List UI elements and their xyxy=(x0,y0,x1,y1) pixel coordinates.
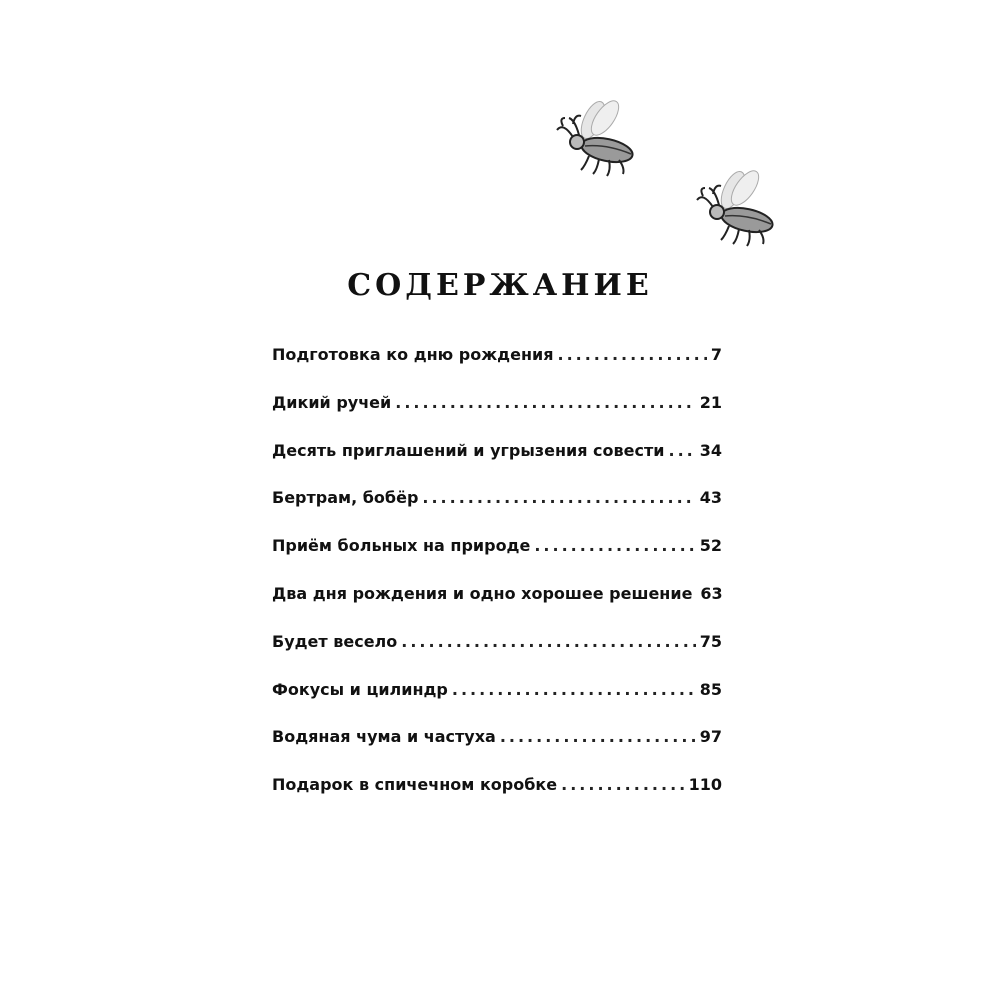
toc-entry-page: 21 xyxy=(699,392,722,412)
toc-entry-title: Два дня рождения и одно хорошее решение xyxy=(272,583,693,603)
toc-leader-dots xyxy=(668,441,695,460)
toc-entry-page: 43 xyxy=(699,488,722,508)
toc-entry-page: 75 xyxy=(699,631,722,651)
toc-entry-title: Дикий ручей xyxy=(272,392,392,412)
toc-entry[interactable] xyxy=(272,488,722,536)
toc-entry-page: 7 xyxy=(710,345,722,364)
toc-entry-page: 110 xyxy=(688,775,722,795)
toc-leader-dots xyxy=(422,488,695,507)
toc-entry-page: 85 xyxy=(699,679,722,699)
beetle-icon xyxy=(685,170,785,250)
toc-entry[interactable] xyxy=(272,441,722,489)
toc-leader-dots xyxy=(395,393,695,412)
toc-entry-title: Бертрам, бобёр xyxy=(272,488,419,508)
toc-entry-title: Десять приглашений и угрызения совести xyxy=(272,440,665,460)
toc-entry-title: Подготовка ко дню рождения xyxy=(272,345,554,364)
toc-entry-page: 97 xyxy=(699,727,722,747)
toc-entry-title: Подарок в спичечном коробке xyxy=(272,775,558,795)
toc-leader-dots xyxy=(401,632,695,651)
toc-entry-page: 52 xyxy=(699,536,722,556)
toc-entry[interactable] xyxy=(272,632,722,680)
toc-entry-page: 63 xyxy=(700,583,723,603)
toc-entry[interactable] xyxy=(272,536,722,584)
toc-leader-dots xyxy=(557,345,706,364)
toc-leader-dots xyxy=(452,680,696,699)
page-title: СОДЕРЖАНИЕ xyxy=(347,268,653,303)
beetle-icon xyxy=(545,100,645,180)
toc-leader-dots xyxy=(561,775,684,794)
toc-entry[interactable] xyxy=(272,584,722,632)
toc-entry-title: Фокусы и цилиндр xyxy=(272,679,448,699)
toc-leader-dots xyxy=(500,727,696,746)
toc-entry-title: Приём больных на природе xyxy=(272,536,531,556)
table-of-contents xyxy=(272,345,722,823)
toc-entry-title: Будет весело xyxy=(272,631,398,651)
toc-entry[interactable] xyxy=(272,345,722,393)
toc-leader-dots xyxy=(534,536,695,555)
toc-entry[interactable] xyxy=(272,775,722,823)
toc-entry-page: 34 xyxy=(699,440,722,460)
toc-entry[interactable] xyxy=(272,680,722,728)
toc-entry[interactable] xyxy=(272,727,722,775)
beetle-illustration xyxy=(545,100,775,250)
toc-entry-title: Водяная чума и частуха xyxy=(272,727,496,747)
toc-entry[interactable] xyxy=(272,393,722,441)
